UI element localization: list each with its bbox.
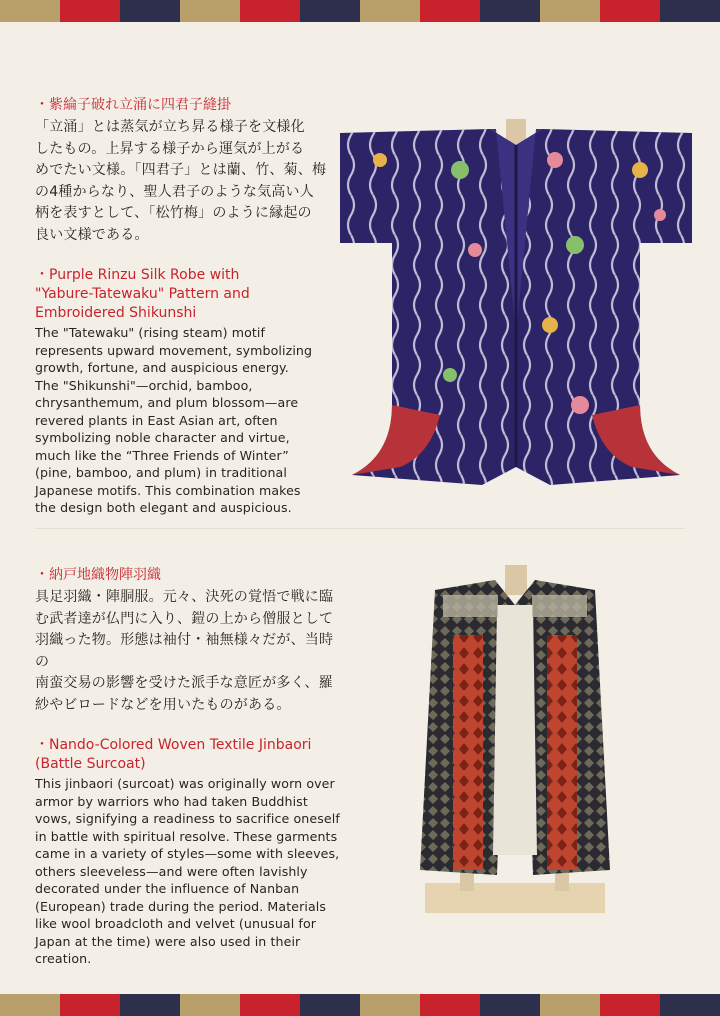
stripe-segment [660,0,720,22]
text-line: 柄を表すとして、「松竹梅」のように縁起の [35,205,312,221]
stripe-segment [660,994,720,1016]
jinbaori-description [35,565,340,968]
kimono-description [35,95,340,517]
kimono-jp-body [35,117,340,246]
text-line: much like the “Three Friends of Winter” [35,447,289,463]
text-line: 紗やビロードなどを用いたものがある。 [35,696,291,713]
text-line: in battle with spiritual resolve. These garments [35,828,338,844]
title-line: (Battle Surcoat) [35,756,146,772]
text-line: Japanese motifs. This combination makes [35,482,301,498]
text-line: the design both elegant and auspicious. [35,500,292,515]
kimono-en-body [35,324,340,517]
section-divider [35,528,685,529]
text-line: like wool broadcloth and velvet (unusual for [35,916,317,931]
stripe-segment [0,994,60,1016]
text-line: 羽織った物。形態は袖付・袖無様々だが、当時の [35,632,334,670]
stripe-segment [180,994,240,1016]
text-line: The "Shikunshi"—orchid, bamboo, [35,377,253,393]
kimono-jp-title: ・紫綸子破れ立涌に四君子縫掛 [35,97,231,113]
stripe-segment [600,0,660,22]
text-line: めでたい文様。「四君子」とは蘭、竹、菊、梅 [35,162,327,178]
title-line: ・Nando-Colored Woven Textile Jinbaori [35,737,312,753]
stripe-segment [120,994,180,1016]
text-line: symbolizing noble character and virtue, [35,430,290,445]
stripe-segment [0,0,60,22]
stripe-segment [420,0,480,22]
bottom-decorative-stripe [0,994,720,1016]
stripe-segment [480,0,540,22]
text-line: represents upward movement, symbolizing [35,342,313,358]
stripe-segment [180,0,240,22]
text-line: 具足羽織・陣胴服。元々、決死の覚悟で戦に臨 [35,589,334,605]
jinbaori-en-title [35,736,340,774]
stripe-segment [300,0,360,22]
text-line: 南蛮交易の影響を受けた派手な意匠が多く、羅 [35,675,333,691]
stripe-segment [300,994,360,1016]
text-line: chrysanthemum, and plum blossom—are [35,395,299,410]
kimono-en-title [35,266,340,323]
jinbaori-jp-body [35,587,340,716]
text-line: The "Tatewaku" (rising steam) motif [35,325,266,340]
stripe-segment [60,0,120,22]
title-line: "Yabure-Tatewaku" Pattern and [35,286,250,302]
text-line: came in a variety of styles—some with sleeves, [35,846,340,861]
text-line: の4種からなり、聖人君子のような気高い人 [35,183,314,200]
title-line: ・Purple Rinzu Silk Robe with [35,267,240,283]
text-line: 良い文様である。 [35,226,149,243]
text-line: む武者達が仏門に入り、鎧の上から僧服として [35,610,334,627]
purple-kimono-image [340,115,692,490]
text-line: revered plants in East Asian art, often [35,412,278,428]
text-line: vows, signifying a readiness to sacrifice oneself [35,811,340,826]
stripe-segment [360,994,420,1016]
jinbaori-surcoat-image [415,565,615,930]
stripe-segment [540,994,600,1016]
text-line: 「立涌」とは蒸気が立ち昇る様子を文様化 [35,119,305,135]
text-line: This jinbaori (surcoat) was originally worn over [35,776,335,791]
text-line: decorated under the influence of Nanban [35,881,300,896]
text-line: (pine, bamboo, and plum) in traditional [35,465,287,480]
stripe-segment [540,0,600,22]
text-line: creation. [35,951,92,966]
text-line: したもの。上昇する様子から運気が上がる [35,140,305,157]
jinbaori-en-body [35,775,340,968]
jinbaori-jp-title: ・納戸地織物陣羽織 [35,567,161,583]
stripe-segment [60,994,120,1016]
stripe-segment [120,0,180,22]
text-line: others sleeveless—and were often lavishly [35,863,308,879]
top-decorative-stripe [0,0,720,22]
text-line: Japan at the time) were also used in their [35,933,301,949]
text-line: (European) trade during the period. Materials [35,898,327,914]
stripe-segment [420,994,480,1016]
stripe-segment [480,994,540,1016]
stripe-segment [240,994,300,1016]
stripe-segment [360,0,420,22]
text-line: armor by warriors who had taken Buddhist [35,793,308,809]
text-line: growth, fortune, and auspicious energy. [35,360,289,375]
stripe-segment [240,0,300,22]
title-line: Embroidered Shikunshi [35,305,197,321]
stripe-segment [600,994,660,1016]
